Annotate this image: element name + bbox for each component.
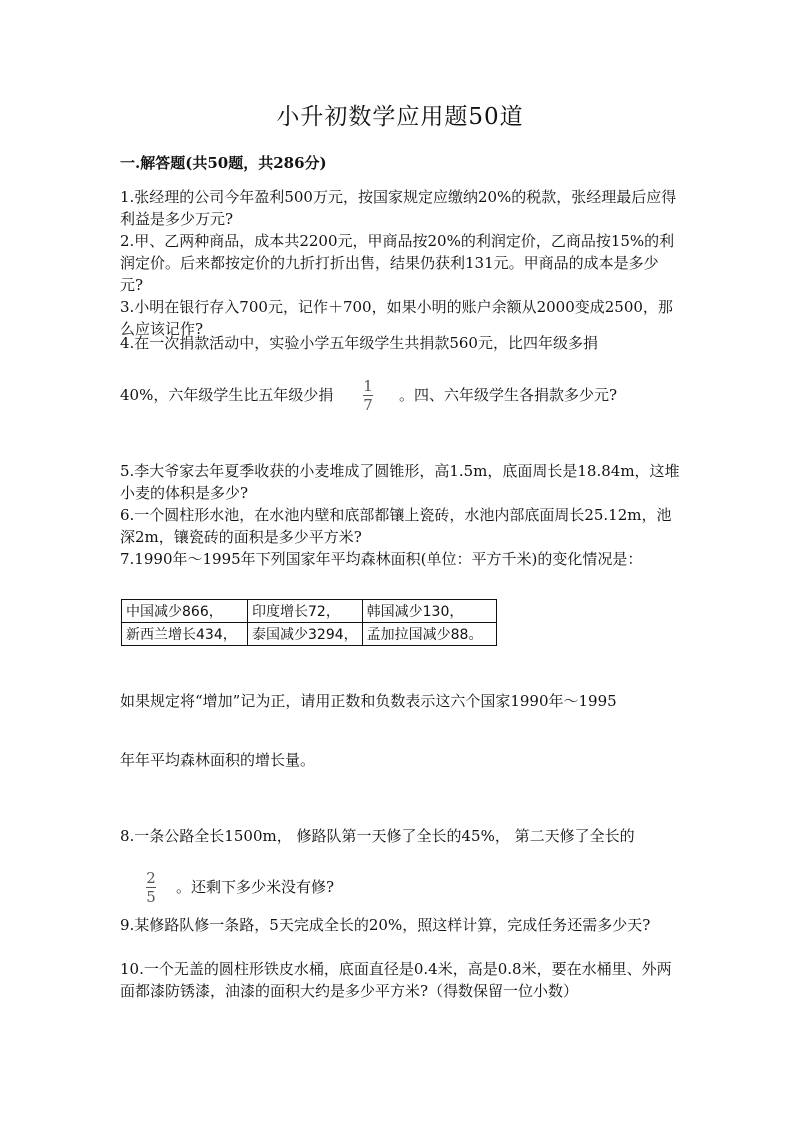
question-9: 9.某修路队修一条路，5天完成全长的20%，照这样计算，完成任务还需多少天? <box>120 916 651 934</box>
table-cell: 孟加拉国减少88。 <box>362 623 496 646</box>
question-7: 7.1990年～1995年下列国家年平均森林面积(单位：平方千米)的变化情况是： <box>120 550 643 568</box>
question-7-follow-line-2: 年年平均森林面积的增长量。 <box>120 751 316 769</box>
fraction-numerator: 2 <box>146 869 156 887</box>
question-4-line-2-start: 40%，六年级学生比五年级少捐 <box>120 386 334 404</box>
question-4-fraction <box>363 378 373 413</box>
table-row <box>122 623 497 646</box>
table-cell: 泰国减少3294， <box>248 623 363 646</box>
question-7-follow-line-1: 如果规定将“增加”记为正，请用正数和负数表示这六个国家1990年～1995 <box>120 692 617 710</box>
question-2: 2.甲、乙两种商品，成本共2200元，甲商品按20%的利润定价，乙商品按15%的利润定价。后来都按定价的九折打折出售，结果仍获利131元。甲商品的成本是多少元? <box>120 232 675 294</box>
table-cell: 印度增长72， <box>248 600 363 623</box>
forest-change-table <box>121 599 497 646</box>
table-cell: 中国减少866， <box>122 600 248 623</box>
fraction-numerator: 1 <box>363 377 373 395</box>
question-8-fraction <box>146 870 156 905</box>
question-6: 6.一个圆柱形水池，在水池内壁和底部都镶上瓷砖，水池内部底面周长25.12m，池深2m，镶瓷砖的面积是多少平方米? <box>120 506 672 546</box>
question-10: 10.一个无盖的圆柱形铁皮水桶，底面直径是0.4米，高是0.8米，要在水桶里、外两面都漆防锈漆，油漆的面积大约是多少平方米?（得数保留一位小数） <box>120 960 672 1000</box>
question-8-line-2-end: 。还剩下多少米没有修? <box>176 878 335 896</box>
table-cell: 韩国减少130， <box>362 600 496 623</box>
question-4-line-2-end: 。四、六年级学生各捐款多少元? <box>399 386 618 404</box>
section-heading: 一.解答题(共50题，共286分) <box>120 154 327 172</box>
question-1: 1.张经理的公司今年盈利500万元，按国家规定应缴纳20%的税款，张经理最后应得利益是多少万元? <box>120 188 677 228</box>
table-cell: 新西兰增长434， <box>122 623 248 646</box>
question-4-line-1: 4.在一次捐款活动中，实验小学五年级学生共捐款560元，比四年级多捐 <box>120 334 598 352</box>
table-row <box>122 600 497 623</box>
question-3: 3.小明在银行存入700元，记作＋700，如果小明的账户余额从2000变成2500，那么应该记作? <box>120 298 673 338</box>
page-title: 小升初数学应用题50道 <box>276 104 524 130</box>
fraction-denominator: 7 <box>363 396 373 414</box>
fraction-denominator: 5 <box>146 888 156 906</box>
question-5: 5.李大爷家去年夏季收获的小麦堆成了圆锥形，高1.5m，底面周长是18.84m，这堆小麦的体积是多少? <box>120 462 680 502</box>
question-8-line-1: 8.一条公路全长1500m， 修路队第一天修了全长的45%， 第二天修了全长的 <box>120 827 635 845</box>
